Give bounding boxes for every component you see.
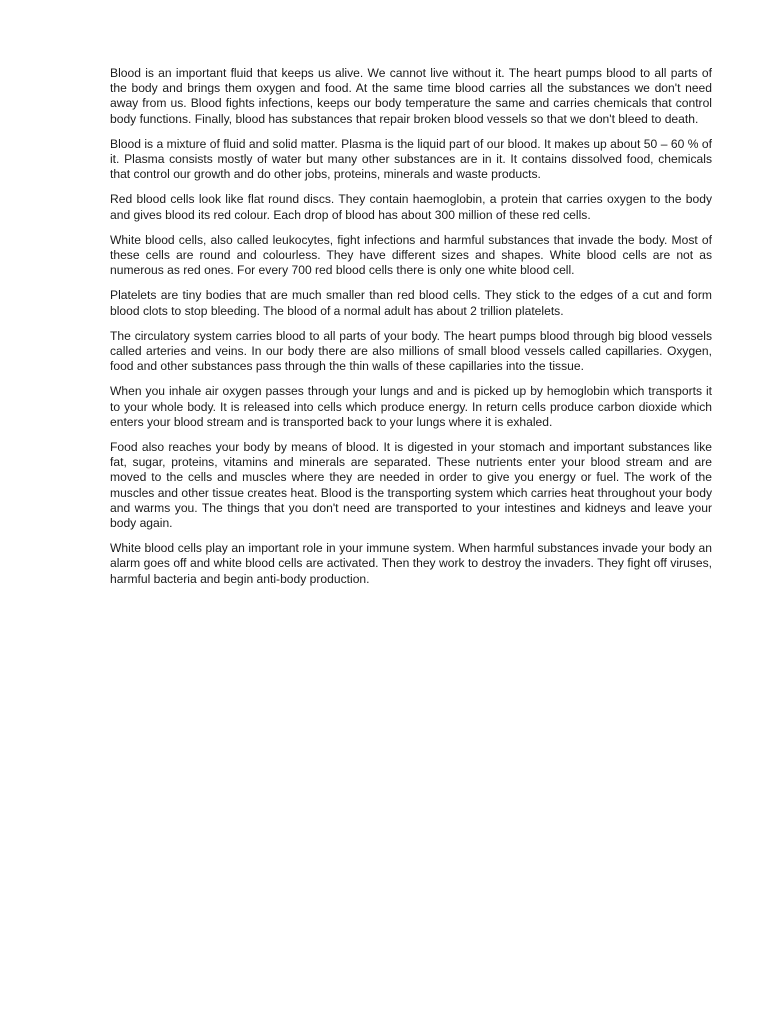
paragraph-oxygen-transport: When you inhale air oxygen passes through your lungs and and is picked up by hemoglobin which transports it to your whole body. It is released into cells which produce energy. In return cells produce carbon dioxide which enters your blood stream and is transported back to your lungs where it is exhaled. bbox=[110, 384, 712, 429]
paragraph-plasma: Blood is a mixture of fluid and solid matter. Plasma is the liquid part of our blood. It makes up about 50 – 60 % of it. Plasma consists mostly of water but many other substances are in it. It contains dissolved food, chemicals that control our growth and do other jobs, proteins, minerals and waste products. bbox=[110, 136, 712, 182]
paragraph-food-transport: Food also reaches your body by means of blood. It is digested in your stomach and important substances like fat, sugar, proteins, vitamins and minerals are separated. These nutrients enter your blood stream and are moved to the cells and muscles where they are needed in order to give you energy or fuel. The work of the muscles and other tissue creates heat. Blood is the transporting system which carries heat throughout your body and warms you. The things that you don't need are transported to your intestines and kidneys and leave your body again. bbox=[110, 440, 712, 531]
paragraph-immune-system: White blood cells play an important role in your immune system. When harmful substances invade your body an alarm goes off and white blood cells are activated. Then they work to destroy the invaders. They fight off viruses, harmful bacteria and begin anti-body production. bbox=[110, 541, 712, 586]
paragraph-circulatory-system: The circulatory system carries blood to all parts of your body. The heart pumps blood through big blood vessels called arteries and veins. In our body there are also millions of small blood vessels called capillaries. Oxygen, food and other substances pass through the thin walls of these capillaries into the tissue. bbox=[110, 328, 712, 374]
paragraph-platelets: Platelets are tiny bodies that are much smaller than red blood cells. They stick to the edges of a cut and form blood clots to stop bleeding. The blood of a normal adult has about 2 trillion platelets. bbox=[110, 288, 712, 318]
document-body bbox=[110, 66, 712, 597]
paragraph-white-blood-cells: White blood cells, also called leukocytes, fight infections and harmful substances that invade the body. Most of these cells are round and colourless. They have different sizes and shapes. White blood cells are not as numerous as red ones. For every 700 red blood cells there is only one white blood cell. bbox=[110, 232, 712, 278]
paragraph-blood-intro: Blood is an important fluid that keeps us alive. We cannot live without it. The heart pumps blood to all parts of the body and brings them oxygen and food. At the same time blood carries all the substances we don't need away from us. Blood fights infections, keeps our body temperature the same and carries chemicals that control body functions. Finally, blood has substances that repair broken blood vessels so that we don't bleed to death. bbox=[110, 66, 712, 126]
paragraph-red-blood-cells: Red blood cells look like flat round discs. They contain haemoglobin, a protein that carries oxygen to the body and gives blood its red colour. Each drop of blood has about 300 million of these red cells. bbox=[110, 192, 712, 222]
